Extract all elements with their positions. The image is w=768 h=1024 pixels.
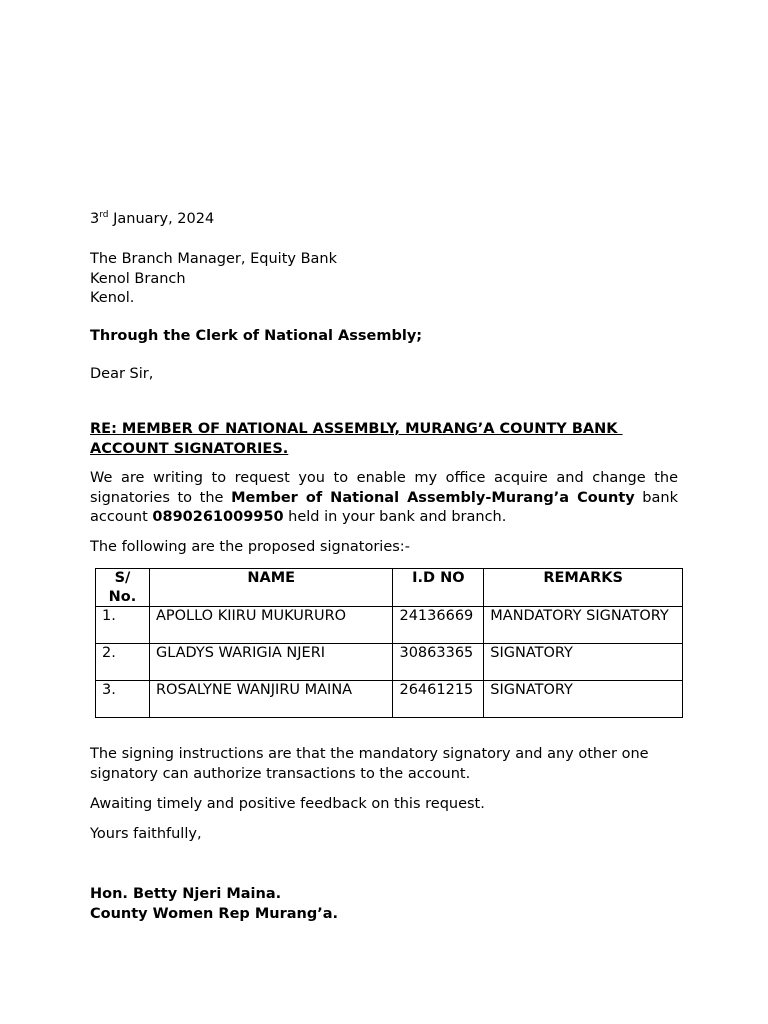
subject-line-1: RE: MEMBER OF NATIONAL ASSEMBLY, MURANG’A COUNTY BANK [90, 421, 623, 437]
date-suffix: rd [99, 210, 109, 221]
header-name: NAME [149, 569, 393, 607]
cell-id: 30863365 [393, 644, 484, 681]
table-row [96, 681, 683, 718]
body-text: held in your bank and branch. [283, 509, 507, 525]
salutation: Dear Sir, [90, 366, 154, 382]
awaiting-feedback: Awaiting timely and positive feedback on this request. [90, 796, 485, 812]
subject-line [90, 420, 678, 459]
body-text: bank account [90, 489, 678, 525]
through-line: Through the Clerk of National Assembly; [90, 328, 423, 344]
account-number: 0890261009950 [152, 509, 284, 525]
letter-date [90, 210, 678, 230]
cell-id: 24136669 [393, 607, 484, 644]
cell-name: GLADYS WARIGIA NJERI [149, 644, 393, 681]
body-paragraph-1 [90, 469, 678, 528]
cell-no: 2. [96, 644, 150, 681]
address-line: Kenol. [90, 290, 135, 306]
cell-id: 26461215 [393, 681, 484, 718]
table-intro: The following are the proposed signatories:- [90, 539, 410, 555]
cell-remarks: SIGNATORY [484, 681, 683, 718]
cell-remarks: SIGNATORY [484, 644, 683, 681]
signer-block [90, 885, 678, 924]
cell-remarks: MANDATORY SIGNATORY [484, 607, 683, 644]
header-sno: S/ No. [96, 569, 150, 607]
address-line: The Branch Manager, Equity Bank [90, 251, 337, 267]
body-text: We are writing to request you to enable my office acquire and change the signatories to the [90, 470, 678, 506]
subject-line-2: ACCOUNT SIGNATORIES. [90, 440, 289, 457]
signer-name: Hon. Betty Njeri Maina. [90, 886, 282, 902]
address-line: Kenol Branch [90, 270, 186, 287]
signatories-table [95, 568, 683, 718]
cell-name: APOLLO KIIRU MUKURURO [149, 607, 393, 644]
recipient-address [90, 250, 678, 309]
table-row [96, 644, 683, 681]
cell-no: 1. [96, 607, 150, 644]
date-day: 3 [90, 211, 100, 227]
cell-name: ROSALYNE WANJIRU MAINA [149, 681, 393, 718]
table-row [96, 607, 683, 644]
signer-title: County Women Rep Murang’a. [90, 905, 339, 922]
header-id: I.D NO [393, 569, 484, 607]
table-header-row [96, 569, 683, 607]
date-rest: January, 2024 [108, 211, 215, 227]
cell-no: 3. [96, 681, 150, 718]
account-name: Member of National Assembly-Murang’a County [231, 489, 635, 506]
closing: Yours faithfully, [90, 826, 202, 842]
header-remarks: REMARKS [484, 569, 683, 607]
signing-instructions: The signing instructions are that the mandatory signatory and any other one signatory can authorize transactions to the account. [90, 746, 649, 782]
